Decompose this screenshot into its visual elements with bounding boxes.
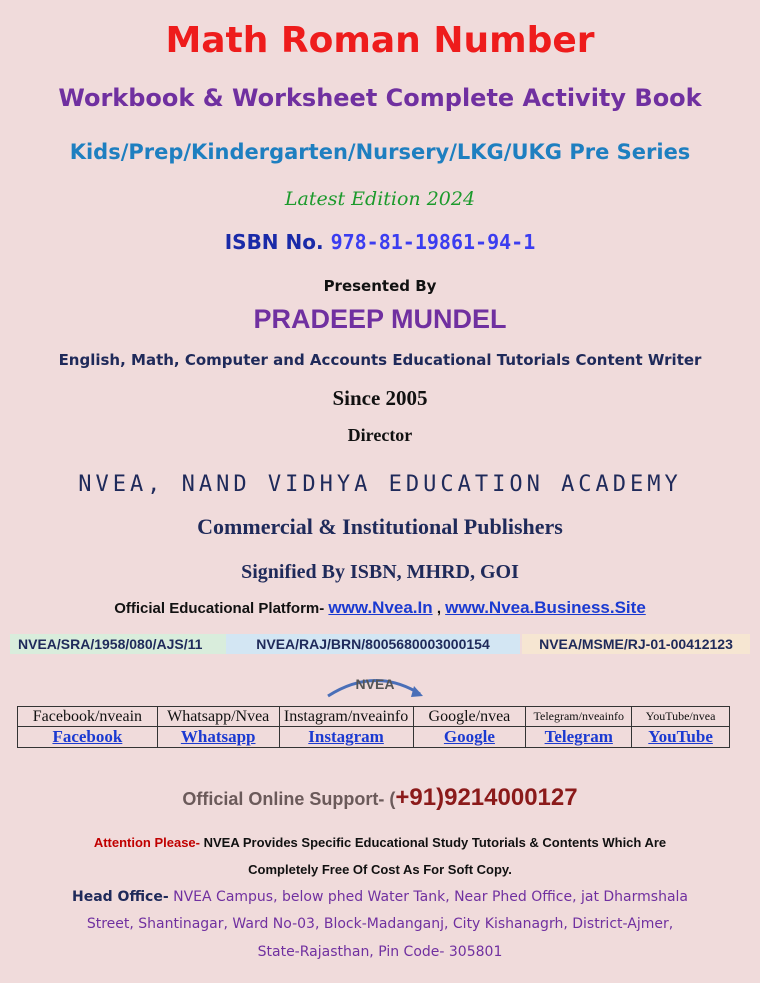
- head-office-line-3: State-Rajasthan, Pin Code- 305801: [257, 944, 503, 960]
- platform-link-business-site[interactable]: www.Nvea.Business.Site: [445, 598, 646, 617]
- platform-link-nvea-in[interactable]: www.Nvea.In: [328, 598, 433, 617]
- link-whatsapp[interactable]: Whatsapp: [157, 727, 279, 748]
- series-line: Kids/Prep/Kindergarten/Nursery/LKG/UKG Pre Series: [69, 140, 691, 164]
- head-office-line-2: Street, Shantinagar, Ward No-03, Block-Madanganj, City Kishanagrh, District-Ajmer,: [86, 916, 674, 932]
- attention-line-2: Completely Free Of Cost As For Soft Copy.: [248, 862, 512, 877]
- handle-youtube: YouTube/nvea: [632, 707, 730, 727]
- support-line: [0, 784, 760, 812]
- author-role: English, Math, Computer and Accounts Educational Tutorials Content Writer: [58, 351, 702, 369]
- registration-brn: NVEA/RAJ/BRN/8005680003000154: [226, 634, 520, 654]
- handle-whatsapp: Whatsapp/Nvea: [157, 707, 279, 727]
- presented-by: Presented By: [323, 277, 437, 295]
- handle-telegram: Telegram/nveainfo: [526, 707, 632, 727]
- book-title: Math Roman Number: [165, 20, 595, 61]
- handle-instagram: Instagram/nveainfo: [279, 707, 413, 727]
- support-phone: +91)9214000127: [395, 784, 578, 811]
- link-instagram[interactable]: Instagram: [279, 727, 413, 748]
- nvea-badge-label: NVEA: [355, 676, 395, 692]
- platform-label: Official Educational Platform-: [114, 600, 325, 617]
- head-office-address-1: NVEA Campus, below phed Water Tank, Near Phed Office, jat Dharmshala: [173, 889, 688, 905]
- director-label: Director: [347, 425, 413, 445]
- registration-sra: NVEA/SRA/1958/080/AJS/11: [10, 634, 232, 654]
- book-subtitle: Workbook & Worksheet Complete Activity Book: [58, 84, 702, 112]
- handle-facebook: Facebook/nveain: [18, 707, 158, 727]
- platform-line: [0, 598, 760, 618]
- isbn-label: ISBN No.: [224, 230, 324, 254]
- platform-separator: ,: [436, 600, 441, 617]
- nvea-badge: [320, 672, 430, 702]
- isbn-number: 978-81-19861-94-1: [330, 230, 536, 254]
- isbn-line: [0, 230, 760, 254]
- academy-name: NVEA, NAND VIDHYA EDUCATION ACADEMY: [78, 472, 682, 497]
- edition-line: Latest Edition 2024: [284, 188, 476, 210]
- registration-msme: NVEA/MSME/RJ-01-00412123: [522, 634, 750, 654]
- support-label: Official Online Support- (: [182, 789, 396, 809]
- author-name: PRADEEP MUNDEL: [253, 304, 507, 334]
- publishers-line: Commercial & Institutional Publishers: [197, 514, 563, 539]
- registration-strip: [10, 634, 750, 654]
- social-table: [17, 706, 730, 748]
- attention-line: [0, 835, 760, 850]
- link-facebook[interactable]: Facebook: [18, 727, 158, 748]
- social-handles-row: [18, 707, 730, 727]
- link-youtube[interactable]: YouTube: [632, 727, 730, 748]
- head-office-line-1: [0, 889, 760, 905]
- signified-line: Signified By ISBN, MHRD, GOI: [241, 561, 519, 583]
- attention-label: Attention Please-: [93, 835, 200, 850]
- since-year: Since 2005: [332, 386, 428, 410]
- handle-google: Google/nvea: [413, 707, 526, 727]
- head-office-label: Head Office-: [71, 889, 169, 905]
- link-google[interactable]: Google: [413, 727, 526, 748]
- social-links-row: [18, 727, 730, 748]
- link-telegram[interactable]: Telegram: [526, 727, 632, 748]
- attention-text: NVEA Provides Specific Educational Study Tutorials & Contents Which Are: [203, 835, 667, 850]
